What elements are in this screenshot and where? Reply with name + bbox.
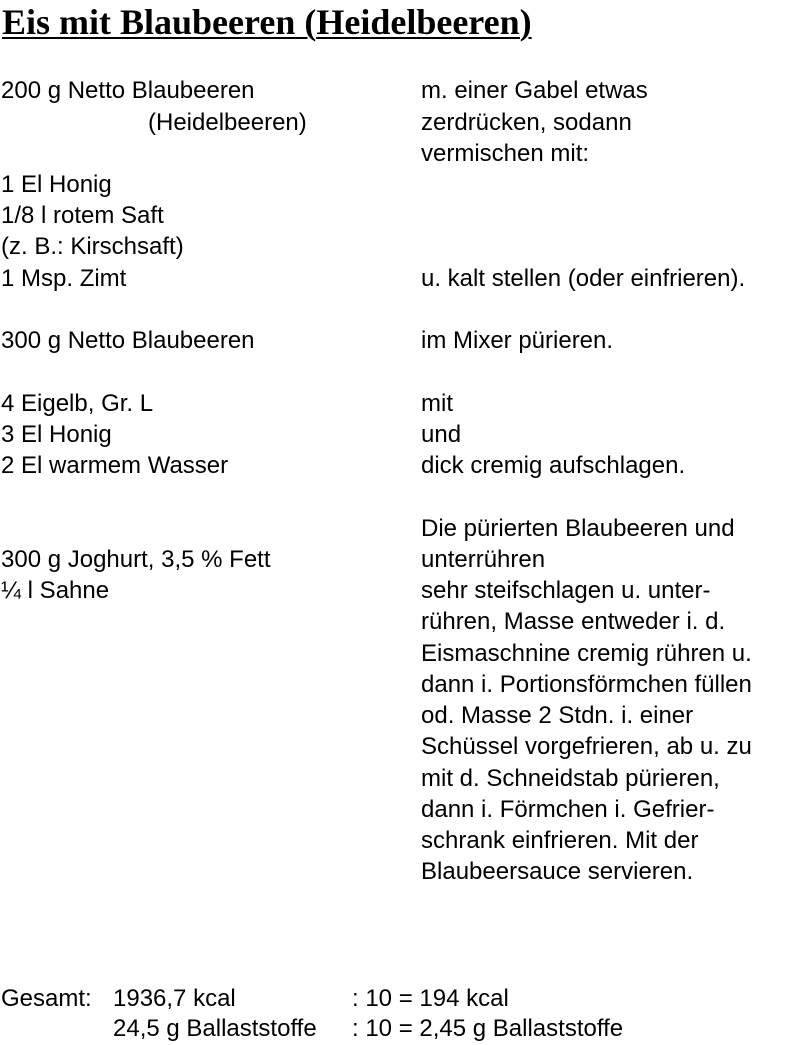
instruction-line: dann i. Portionsförmchen füllen xyxy=(421,671,752,698)
instruction-line: schrank einfrieren. Mit der xyxy=(421,827,699,854)
recipe-title: Eis mit Blaubeeren (Heidelbeeren) xyxy=(2,2,532,42)
instruction-line: dann i. Förmchen i. Gefrier- xyxy=(421,796,715,823)
instruction-line: dick cremig aufschlagen. xyxy=(421,452,686,479)
ingredient-line: 300 g Netto Blaubeeren xyxy=(1,327,255,354)
instruction-line: Eismaschnine cremig rühren u. xyxy=(421,640,752,667)
instruction-line: u. kalt stellen (oder einfrieren). xyxy=(421,265,746,292)
instruction-line: zerdrücken, sodann xyxy=(421,109,632,136)
instruction-line: m. einer Gabel etwas xyxy=(421,77,648,104)
instruction-line: rühren, Masse entweder i. d. xyxy=(421,608,726,635)
instruction-line: Schüssel vorgefrieren, ab u. zu xyxy=(421,733,752,760)
ingredient-line: (Heidelbeeren) xyxy=(148,109,307,136)
instruction-line: unterrühren xyxy=(421,546,546,573)
ingredient-line: 200 g Netto Blaubeeren xyxy=(1,77,255,104)
ingredient-line: (z. B.: Kirschsaft) xyxy=(1,233,184,260)
ingredient-line: 1/8 l rotem Saft xyxy=(1,202,164,229)
instruction-line: und xyxy=(421,421,462,448)
ingredient-line: 1 El Honig xyxy=(1,171,112,198)
total-fiber: 24,5 g Ballaststoffe xyxy=(113,1015,317,1042)
totals-label: Gesamt: xyxy=(1,985,92,1012)
ingredient-line: 1 Msp. Zimt xyxy=(1,265,127,292)
instruction-line: Blaubeersauce servieren. xyxy=(421,858,694,885)
fiber-per-portion: : 10 = 2,45 g Ballaststoffe xyxy=(352,1015,624,1042)
kcal-per-portion: : 10 = 194 kcal xyxy=(352,985,509,1012)
ingredient-line: 3 El Honig xyxy=(1,421,112,448)
ingredient-line: 4 Eigelb, Gr. L xyxy=(1,390,154,417)
ingredient-line: 2 El warmem Wasser xyxy=(1,452,229,479)
instruction-line: mit d. Schneidstab pürieren, xyxy=(421,765,720,792)
instruction-line: mit xyxy=(421,390,453,417)
instruction-line: vermischen mit: xyxy=(421,140,590,167)
ingredient-line: 300 g Joghurt, 3,5 % Fett xyxy=(1,546,271,573)
instruction-line: sehr steifschlagen u. unter- xyxy=(421,577,711,604)
instruction-line: im Mixer pürieren. xyxy=(421,327,614,354)
ingredient-line: ¼ l Sahne xyxy=(1,577,110,604)
instruction-line: Die pürierten Blaubeeren und xyxy=(421,515,735,542)
total-kcal: 1936,7 kcal xyxy=(113,985,236,1012)
instruction-line: od. Masse 2 Stdn. i. einer xyxy=(421,702,694,729)
